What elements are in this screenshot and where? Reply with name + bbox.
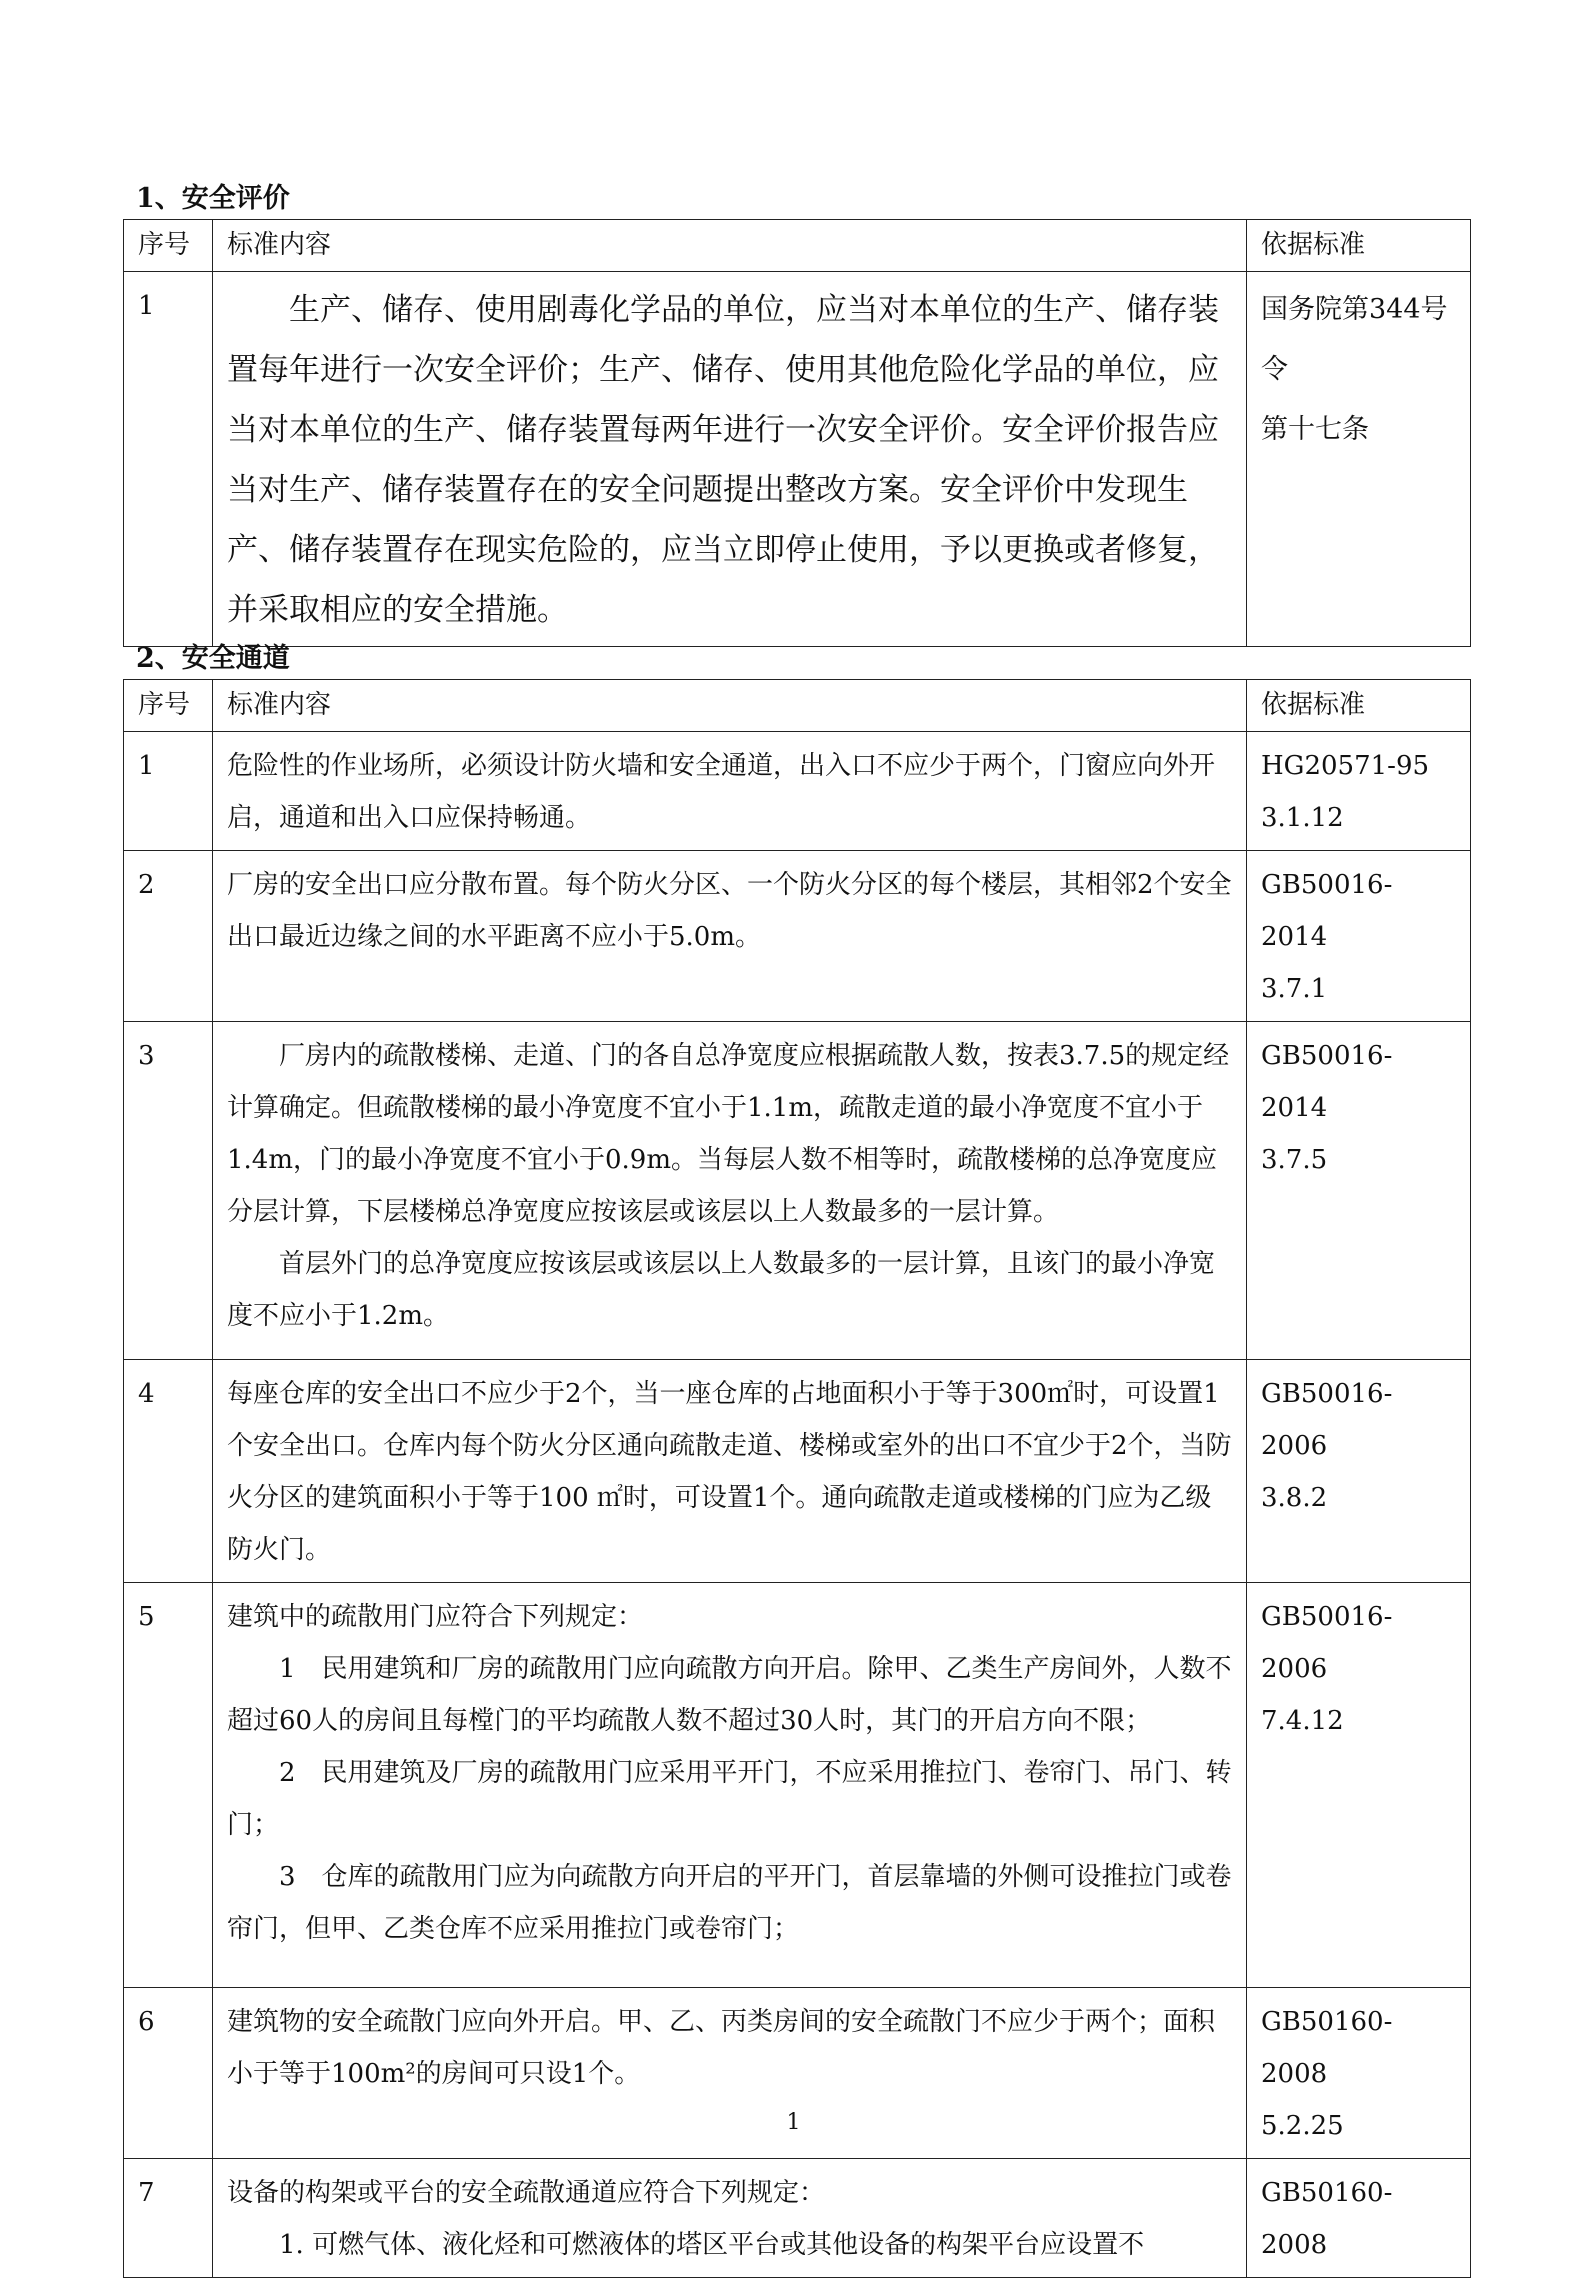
header-basis: 依据标准 — [1261, 690, 1366, 720]
table-row — [124, 1360, 1471, 1583]
row-basis-line: 国务院第344号令 — [1261, 294, 1448, 385]
section2-heading: 2、安全通道 — [136, 643, 290, 674]
row-content: 建筑中的疏散用门应符合下列规定： — [227, 1602, 644, 1632]
header-content: 标准内容 — [227, 690, 332, 720]
row-basis-line: GB50160-2008 — [1261, 2178, 1393, 2260]
row-basis-line: GB50016-2006 — [1261, 1379, 1393, 1461]
table-header-row — [124, 680, 1471, 732]
table-row — [124, 732, 1471, 851]
row-content: 危险性的作业场所，必须设计防火墙和安全通道，出入口不应少于两个，门窗应向外开启，通道和出入口应保持畅通。 — [227, 751, 1216, 833]
header-no: 序号 — [138, 690, 191, 720]
row-basis-line: GB50016-2014 — [1261, 870, 1393, 952]
row-content: 1 民用建筑和厂房的疏散用门应向疏散方向开启。除甲、乙类生产房间外，人数不超过60人的房间且每樘门的平均疏散人数不超过30人时，其门的开启方向不限； — [227, 1654, 1232, 1736]
section1-heading: 1、安全评价 — [136, 183, 290, 214]
section2-table — [123, 679, 1471, 2278]
row-basis-line: 3.8.2 — [1261, 1483, 1328, 1513]
row-content: 厂房内的疏散楼梯、走道、门的各自总净宽度应根据疏散人数，按表3.7.5的规定经计算确定。但疏散楼梯的最小净宽度不宜小于1.1m，疏散走道的最小净宽度不宜小于1.4m，门的最小净宽度不宜小于0.9m。当每层人数不相等时，疏散楼梯的总净宽度应分层计算，下层楼梯总净宽度应按该层或该层以上人数最多的一层计算。 — [227, 1041, 1230, 1227]
row-no: 1 — [138, 751, 155, 781]
row-basis-line: 3.7.5 — [1261, 1145, 1328, 1175]
row-basis-line: GB50016-2006 — [1261, 1602, 1393, 1684]
row-no: 4 — [138, 1379, 155, 1409]
row-basis-line: 第十七条 — [1261, 414, 1369, 445]
table-row — [124, 1583, 1471, 1988]
row-content: 每座仓库的安全出口不应少于2个，当一座仓库的占地面积小于等于300㎡时，可设置1个安全出口。仓库内每个防火分区通向疏散走道、楼梯或室外的出口不宜少于2个，当防火分区的建筑面积小于等于100 ㎡时，可设置1个。通向疏散走道或楼梯的门应为乙级防火门。 — [227, 1379, 1232, 1565]
header-no: 序号 — [138, 230, 191, 260]
table-row — [124, 851, 1471, 1022]
row-basis-line: 5.2.25 — [1261, 2111, 1344, 2141]
row-content: 1. 可燃气体、液化烃和可燃液体的塔区平台或其他设备的构架平台应设置不 — [279, 2230, 1145, 2260]
row-basis-line: 3.1.12 — [1261, 803, 1344, 833]
row-basis-line: 7.4.12 — [1261, 1706, 1344, 1736]
row-content: 厂房的安全出口应分散布置。每个防火分区、一个防火分区的每个楼层，其相邻2个安全出口最近边缘之间的水平距离不应小于5.0m。 — [227, 870, 1232, 952]
row-content: 建筑物的安全疏散门应向外开启。甲、乙、丙类房间的安全疏散门不应少于两个；面积小于等于100m²的房间可只设1个。 — [227, 2007, 1216, 2089]
row-no: 1 — [138, 291, 155, 321]
row-content: 首层外门的总净宽度应按该层或该层以上人数最多的一层计算，且该门的最小净宽度不应小于1.2m。 — [227, 1249, 1216, 1331]
row-basis-line: GB50016-2014 — [1261, 1041, 1393, 1123]
row-content: 设备的构架或平台的安全疏散通道应符合下列规定： — [227, 2178, 826, 2208]
row-no: 2 — [138, 870, 155, 900]
row-no: 3 — [138, 1041, 155, 1071]
header-content: 标准内容 — [227, 230, 332, 260]
row-content: 3 仓库的疏散用门应为向疏散方向开启的平开门，首层靠墙的外侧可设推拉门或卷帘门，但甲、乙类仓库不应采用推拉门或卷帘门； — [227, 1862, 1232, 1944]
row-no: 6 — [138, 2007, 155, 2037]
table-row — [124, 272, 1471, 647]
row-basis-line: HG20571-95 — [1261, 751, 1430, 781]
section1-table — [123, 219, 1471, 647]
table-row — [124, 1022, 1471, 1360]
row-basis-line: GB50160-2008 — [1261, 2007, 1393, 2089]
table-row — [124, 2159, 1471, 2278]
row-no: 7 — [138, 2178, 155, 2208]
row-basis-line: 3.7.1 — [1261, 974, 1328, 1004]
table-header-row — [124, 220, 1471, 272]
row-content: 生产、储存、使用剧毒化学品的单位，应当对本单位的生产、储存装置每年进行一次安全评价；生产、储存、使用其他危险化学品的单位，应当对本单位的生产、储存装置每两年进行一次安全评价。安全评价报告应当对生产、储存装置存在的安全问题提出整改方案。安全评价中发现生产、储存装置存在现实危险的，应当立即停止使用，予以更换或者修复，并采取相应的安全措施。 — [227, 292, 1219, 628]
page-number: 1 — [786, 2110, 801, 2135]
header-basis: 依据标准 — [1261, 230, 1366, 260]
row-content: 2 民用建筑及厂房的疏散用门应采用平开门，不应采用推拉门、卷帘门、吊门、转门； — [227, 1758, 1232, 1840]
row-no: 5 — [138, 1602, 155, 1632]
